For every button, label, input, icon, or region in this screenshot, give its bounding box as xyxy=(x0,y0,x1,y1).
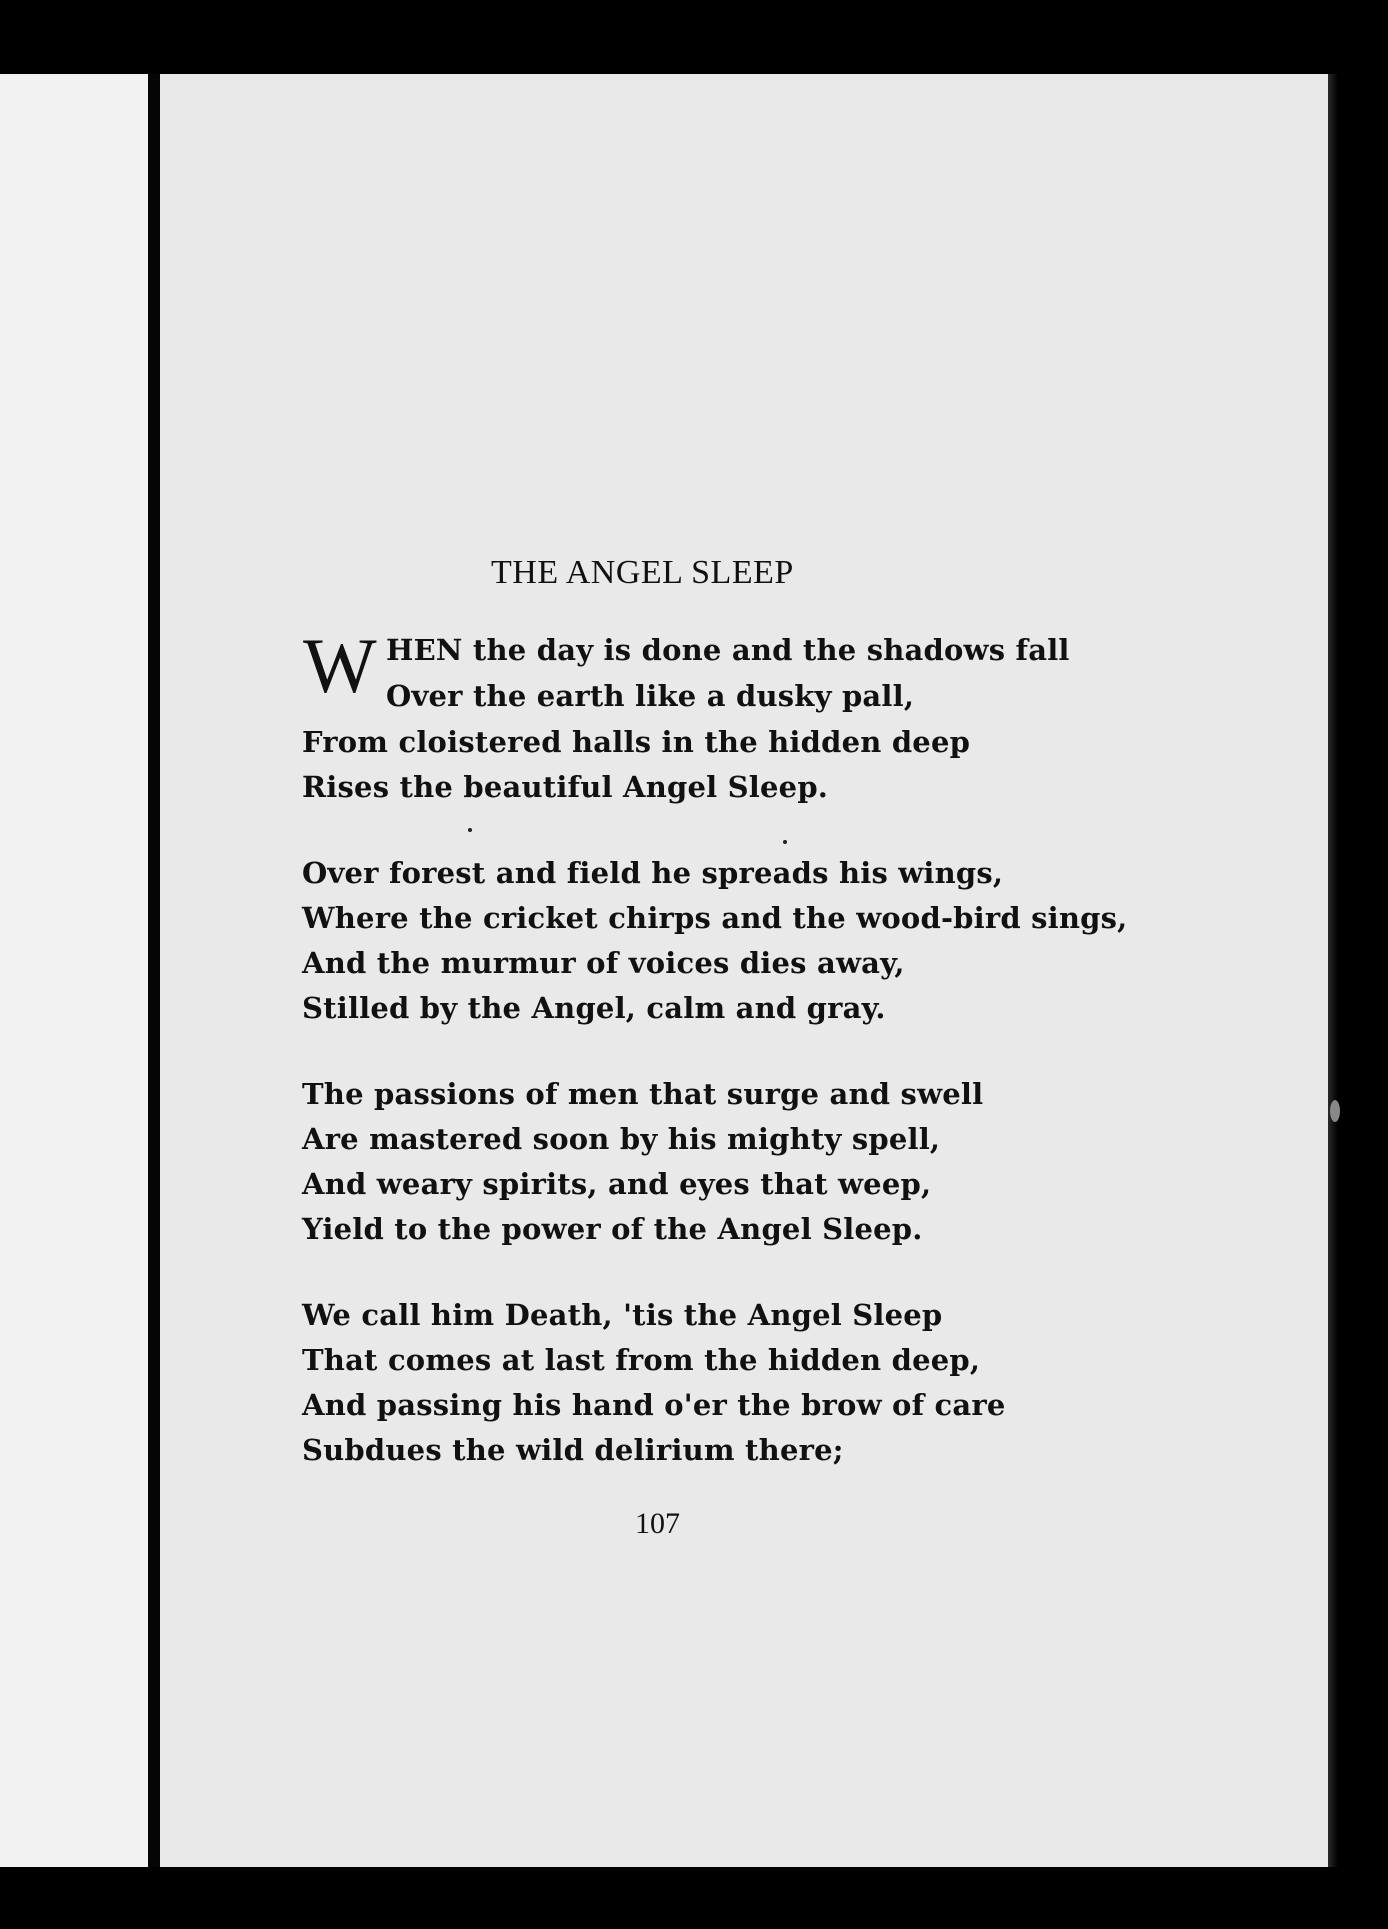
poem-line: And passing his hand o'er the brow of care xyxy=(302,1388,1006,1422)
poem-line: Over forest and field he spreads his wings, xyxy=(302,856,1004,890)
poem-line: Over the earth like a dusky pall, xyxy=(386,679,915,713)
poem-title: THE ANGEL SLEEP xyxy=(491,554,794,591)
poem-line: And weary spirits, and eyes that weep, xyxy=(302,1167,932,1201)
left-page-edge xyxy=(0,74,148,1867)
book-gutter xyxy=(148,74,160,1867)
scan-speck xyxy=(1330,1100,1340,1122)
poem-line: Subdues the wild delirium there; xyxy=(302,1433,844,1467)
poem-line: We call him Death, 'tis the Angel Sleep xyxy=(302,1298,943,1332)
poem-line: Where the cricket chirps and the wood-bird sings, xyxy=(302,901,1128,935)
poem-line: Stilled by the Angel, calm and gray. xyxy=(302,991,886,1025)
poem-line: From cloistered halls in the hidden deep xyxy=(302,725,971,759)
page-number: 107 xyxy=(635,1507,680,1540)
poem-line: Rises the beautiful Angel Sleep. xyxy=(302,770,829,804)
page-edge-shadow xyxy=(1328,74,1338,1867)
poem-line: Are mastered soon by his mighty spell, xyxy=(302,1122,941,1156)
print-mark xyxy=(468,828,472,832)
poem-line: And the murmur of voices dies away, xyxy=(302,946,905,980)
drop-cap-letter: W xyxy=(303,622,377,709)
poem-line: HEN the day is done and the shadows fall xyxy=(386,633,1070,667)
print-mark xyxy=(783,840,787,844)
poem-line: Yield to the power of the Angel Sleep. xyxy=(302,1212,923,1246)
poem-line: The passions of men that surge and swell xyxy=(302,1077,984,1111)
poem-line: That comes at last from the hidden deep, xyxy=(302,1343,981,1377)
